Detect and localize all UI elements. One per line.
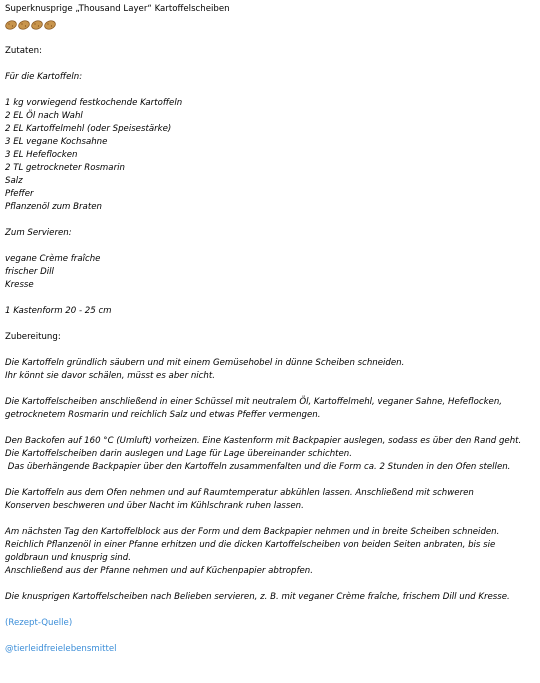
- list-item: 1 kg vorwiegend festkochende Kartoffeln: [5, 98, 183, 108]
- preparation-heading: Zubereitung:: [5, 332, 61, 342]
- preparation-step: [5, 487, 535, 513]
- channel-link[interactable]: @tierleidfreielebensmittel: [5, 644, 117, 654]
- step-line: Die Kartoffelscheiben anschließend in einer Schüssel mit neutralem Öl, Kartoffelmehl, veganer Sahne, Hefeflocken,: [5, 397, 503, 407]
- list-item: 3 EL vegane Kochsahne: [5, 137, 108, 147]
- potato-icon: [31, 20, 43, 30]
- list-item: 2 EL Öl nach Wahl: [5, 111, 83, 121]
- serving-ingredient-list: [5, 253, 535, 292]
- list-item: Pflanzenöl zum Braten: [5, 202, 102, 212]
- list-item: Kresse: [5, 280, 34, 290]
- list-item: 3 EL Hefeflocken: [5, 150, 78, 160]
- preparation-step: [5, 357, 535, 383]
- source-paren-open: (: [5, 618, 9, 628]
- list-item: 2 EL Kartoffelmehl (oder Speisestärke): [5, 124, 172, 134]
- step-line: getrocknetem Rosmarin und reichlich Salz und etwas Pfeffer vermengen.: [5, 410, 321, 420]
- step-line: Die Kartoffeln aus dem Ofen nehmen und auf Raumtemperatur abkühlen lassen. Anschließend mit schweren: [5, 488, 474, 498]
- step-line: Das überhängende Backpapier über den Kartoffeln zusammenfalten und die Form ca. 2 Stunden in den Ofen stellen.: [5, 462, 511, 472]
- pan-note: 1 Kastenform 20 - 25 cm: [5, 306, 112, 316]
- preparation-step: [5, 435, 535, 474]
- step-line: Konserven beschweren und über Nacht im Kühlschrank ruhen lassen.: [5, 501, 304, 511]
- post-title: Superknusprige „Thousand Layer“ Kartoffelscheiben: [5, 4, 230, 14]
- step-line: Die knusprigen Kartoffelscheiben nach Belieben servieren, z. B. mit veganer Crème fraîche, frischem Dill und Kresse.: [5, 592, 510, 602]
- step-line: Am nächsten Tag den Kartoffelblock aus der Form und dem Backpapier nehmen und in breite Scheiben schneiden.: [5, 527, 500, 537]
- list-item: frischer Dill: [5, 267, 54, 277]
- list-item: Pfeffer: [5, 189, 34, 199]
- potato-ingredient-list: [5, 97, 535, 214]
- potato-icon: [5, 20, 17, 30]
- step-line: Den Backofen auf 160 °C (Umluft) vorheizen. Eine Kastenform mit Backpapier auslegen, sodass es über den Rand geht.: [5, 436, 522, 446]
- emoji-row: [5, 18, 535, 32]
- potato-icon: [44, 20, 56, 30]
- step-line: goldbraun und knusprig sind.: [5, 553, 131, 563]
- recipe-source-link[interactable]: Rezept-Quelle: [8, 618, 69, 628]
- source-paren-close: ): [68, 618, 73, 628]
- list-item: 2 TL getrockneter Rosmarin: [5, 163, 125, 173]
- step-line: Reichlich Pflanzenöl in einer Pfanne erhitzen und die dicken Kartoffelscheiben von beiden Seiten anbraten, bis sie: [5, 540, 496, 550]
- list-item: Salz: [5, 176, 23, 186]
- serving-heading: Zum Servieren:: [5, 228, 72, 238]
- source-line: [5, 617, 535, 630]
- preparation-step: [5, 526, 535, 578]
- potatoes-heading: Für die Kartoffeln:: [5, 72, 83, 82]
- step-line: Ihr könnt sie davor schälen, müsst es aber nicht.: [5, 371, 215, 381]
- step-line: Die Kartoffelscheiben darin auslegen und Lage für Lage übereinander schichten.: [5, 449, 352, 459]
- preparation-step: [5, 591, 535, 604]
- step-line: Die Kartoffeln gründlich säubern und mit einem Gemüsehobel in dünne Scheiben schneiden.: [5, 358, 405, 368]
- step-line: Anschließend aus der Pfanne nehmen und auf Küchenpapier abtropfen.: [5, 566, 313, 576]
- preparation-step: [5, 396, 535, 422]
- potato-icon: [18, 20, 30, 30]
- list-item: vegane Crème fraîche: [5, 254, 101, 264]
- ingredients-heading: Zutaten:: [5, 46, 42, 56]
